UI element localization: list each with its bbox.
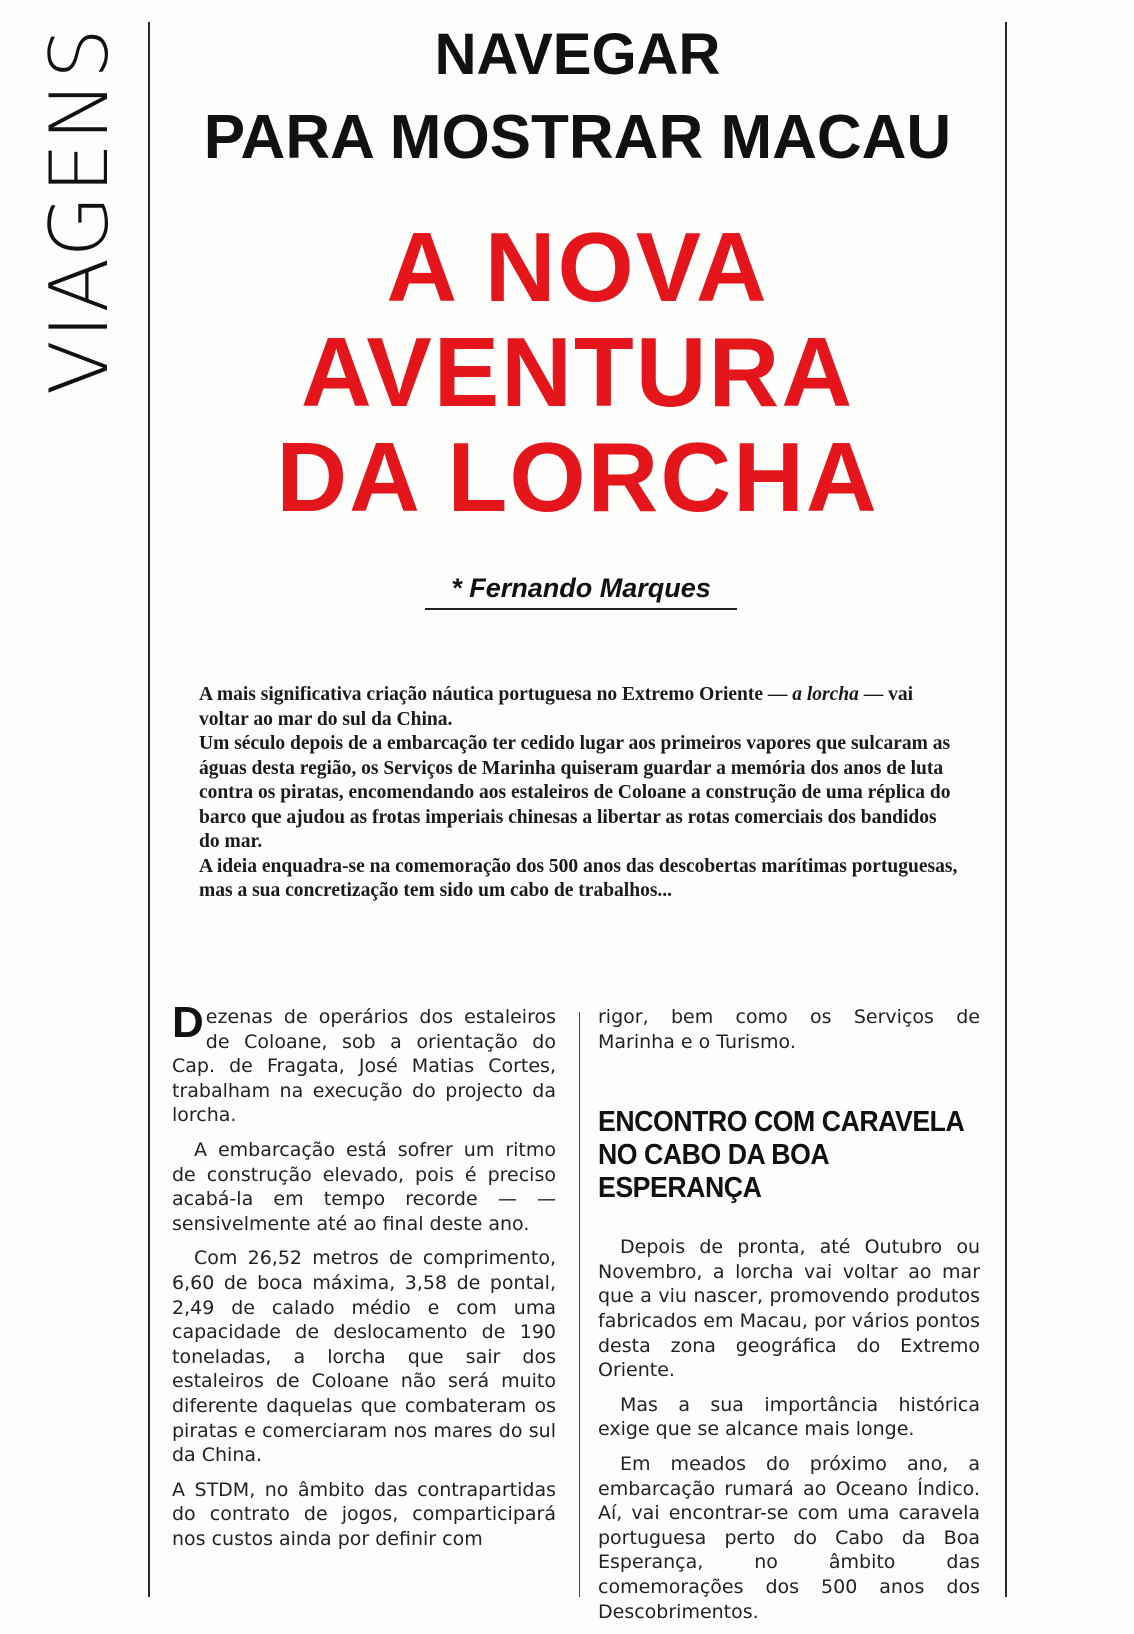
- body-right-p0: rigor, bem como os Serviços de Marinha e o Turismo.: [598, 1006, 980, 1053]
- body-left-p1-text: ezenas de operários dos estaleiros de Coloane, sob a orientação do Cap. de Fragata, José Matias Cortes, trabalham na execução do projecto da lorcha.: [172, 1006, 556, 1127]
- byline: * Fernando Marques: [425, 573, 737, 610]
- lead-p1-em: a lorcha: [792, 684, 859, 705]
- body-column-right: [598, 1005, 980, 1634]
- left-column-rule: [148, 22, 150, 1597]
- subheading-line-2: NO CABO DA BOA: [598, 1139, 830, 1172]
- subheading: [598, 1106, 984, 1205]
- column-divider: [579, 1012, 580, 1597]
- body-column-left: [172, 998, 556, 1561]
- lead-paragraph: [199, 683, 961, 904]
- body-left-p3: Com 26,52 metros de comprimento, 6,60 de boca máxima, 3,58 de pontal, 2,49 de calado médio e com uma capacidade de deslocamento de 190 toneladas, a lorcha que sair dos estaleiros de Coloane não será muito diferente daquelas que combateram os piratas e comerciaram nos mares do sul da China.: [172, 1247, 556, 1467]
- section-label: VIAGENS: [33, 26, 126, 395]
- kicker-line-1: NAVEGAR: [434, 22, 721, 87]
- body-left-p4: A STDM, no âmbito das contrapartidas do contrato de jogos, comparticipará nos custos ainda por definir com: [172, 1478, 556, 1550]
- body-right-p3: Em meados do próximo ano, a embarcação rumará ao Oceano Índico. Aí, vai encontrar-se com uma caravela portuguesa perto do Cabo da Boa Esperança, no âmbito das comemorações dos 500 anos dos Descobrimentos.: [598, 1452, 980, 1623]
- drop-cap: D: [172, 998, 204, 1047]
- headline-line-1: A NOVA: [386, 212, 769, 322]
- body-left-p2: A embarcação está sofrer um ritmo de construção elevado, pois é preciso acabá-la em tempo recorde — — sensivelmente até ao final deste ano.: [172, 1138, 556, 1235]
- subheading-line-3: ESPERANÇA: [598, 1172, 762, 1205]
- lead-p1-b: — vai voltar ao mar do sul da China.: [199, 684, 914, 730]
- right-page-rule: [1005, 22, 1007, 1597]
- lead-p1-a: A mais significativa criação náutica portuguesa no Extremo Oriente —: [199, 684, 793, 705]
- body-right-p1: Depois de pronta, até Outubro ou Novembro, a lorcha vai voltar ao mar que a viu nascer, promovendo produtos fabricados em Macau, por vários pontos desta zona geográfica do Extremo Oriente.: [598, 1236, 980, 1382]
- subheading-line-1: ENCONTRO COM CARAVELA: [598, 1106, 965, 1139]
- headline-line-2: AVENTURA: [300, 317, 855, 427]
- body-left-p1: [172, 998, 556, 1128]
- kicker-line-2: PARA MOSTRAR MACAU: [203, 103, 952, 172]
- lead-p2: Um século depois de a embarcação ter cedido lugar aos primeiros vapores que sulcaram as águas desta região, os Serviços de Marinha quiseram guardar a memória dos anos de luta contra os piratas, encomendando aos estaleiros de Coloane a construção de uma réplica do barco que ajudou as frotas imperiais chinesas a libertar as rotas comerciais dos bandidos do mar.: [199, 733, 951, 852]
- headline: [160, 212, 995, 532]
- lead-p3: A ideia enquadra-se na comemoração dos 500 anos das descobertas marítimas portuguesas, mas a sua concretização tem sido um cabo de trabalhos...: [199, 855, 958, 901]
- body-right-p2: Mas a sua importância histórica exige que se alcance mais longe.: [598, 1393, 980, 1441]
- lead-p1: [199, 683, 961, 732]
- headline-line-3: DA LORCHA: [276, 422, 879, 532]
